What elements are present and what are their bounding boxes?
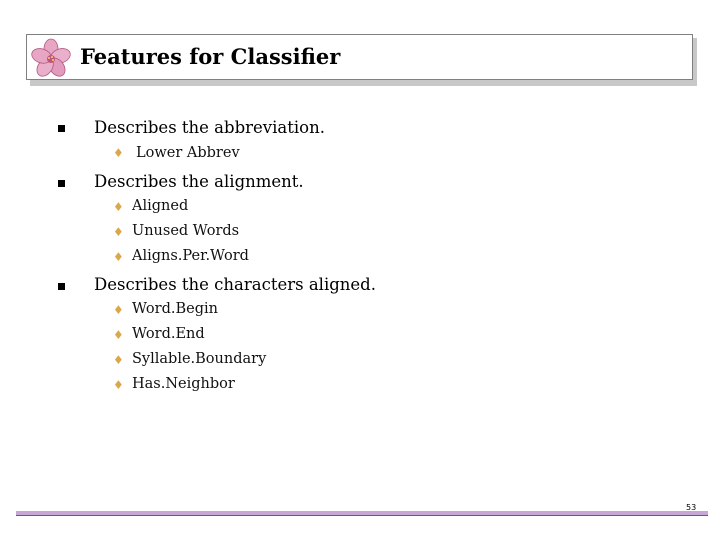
diamond-bullet-icon: ♦ [113, 225, 124, 239]
diamond-bullet-icon: ♦ [113, 328, 124, 342]
bullet-square-icon [58, 283, 65, 290]
bullet-square-icon [58, 180, 65, 187]
diamond-bullet-icon: ♦ [113, 378, 124, 392]
bullet-text: Describes the characters aligned. [94, 275, 376, 294]
page-number: 53 [686, 503, 697, 512]
sub-bullet-text: Word.Begin [132, 301, 218, 317]
diamond-bullet-icon: ♦ [113, 250, 124, 264]
slide-title: Features for Classifier [80, 44, 341, 69]
flower-logo-icon [31, 37, 73, 79]
sub-bullet-text: Unused Words [132, 223, 240, 239]
sub-bullet-text: Aligned [132, 198, 189, 214]
diamond-bullet-icon: ♦ [113, 200, 124, 214]
title-box [26, 34, 693, 80]
diamond-bullet-icon: ♦ [113, 303, 124, 317]
sub-bullet-text: Has.Neighbor [132, 376, 235, 392]
bullet-text: Describes the alignment. [94, 172, 304, 191]
diamond-bullet-icon: ♦ [113, 353, 124, 367]
bullet-square-icon [58, 125, 65, 132]
diamond-bullet-icon: ♦ [113, 146, 124, 160]
sub-bullet-text: Lower Abbrev [136, 145, 240, 161]
bullet-text: Describes the abbreviation. [94, 118, 325, 137]
sub-bullet-text: Aligns.Per.Word [132, 248, 249, 264]
footer-divider [16, 515, 708, 516]
sub-bullet-text: Word.End [132, 326, 205, 342]
sub-bullet-text: Syllable.Boundary [132, 351, 267, 367]
